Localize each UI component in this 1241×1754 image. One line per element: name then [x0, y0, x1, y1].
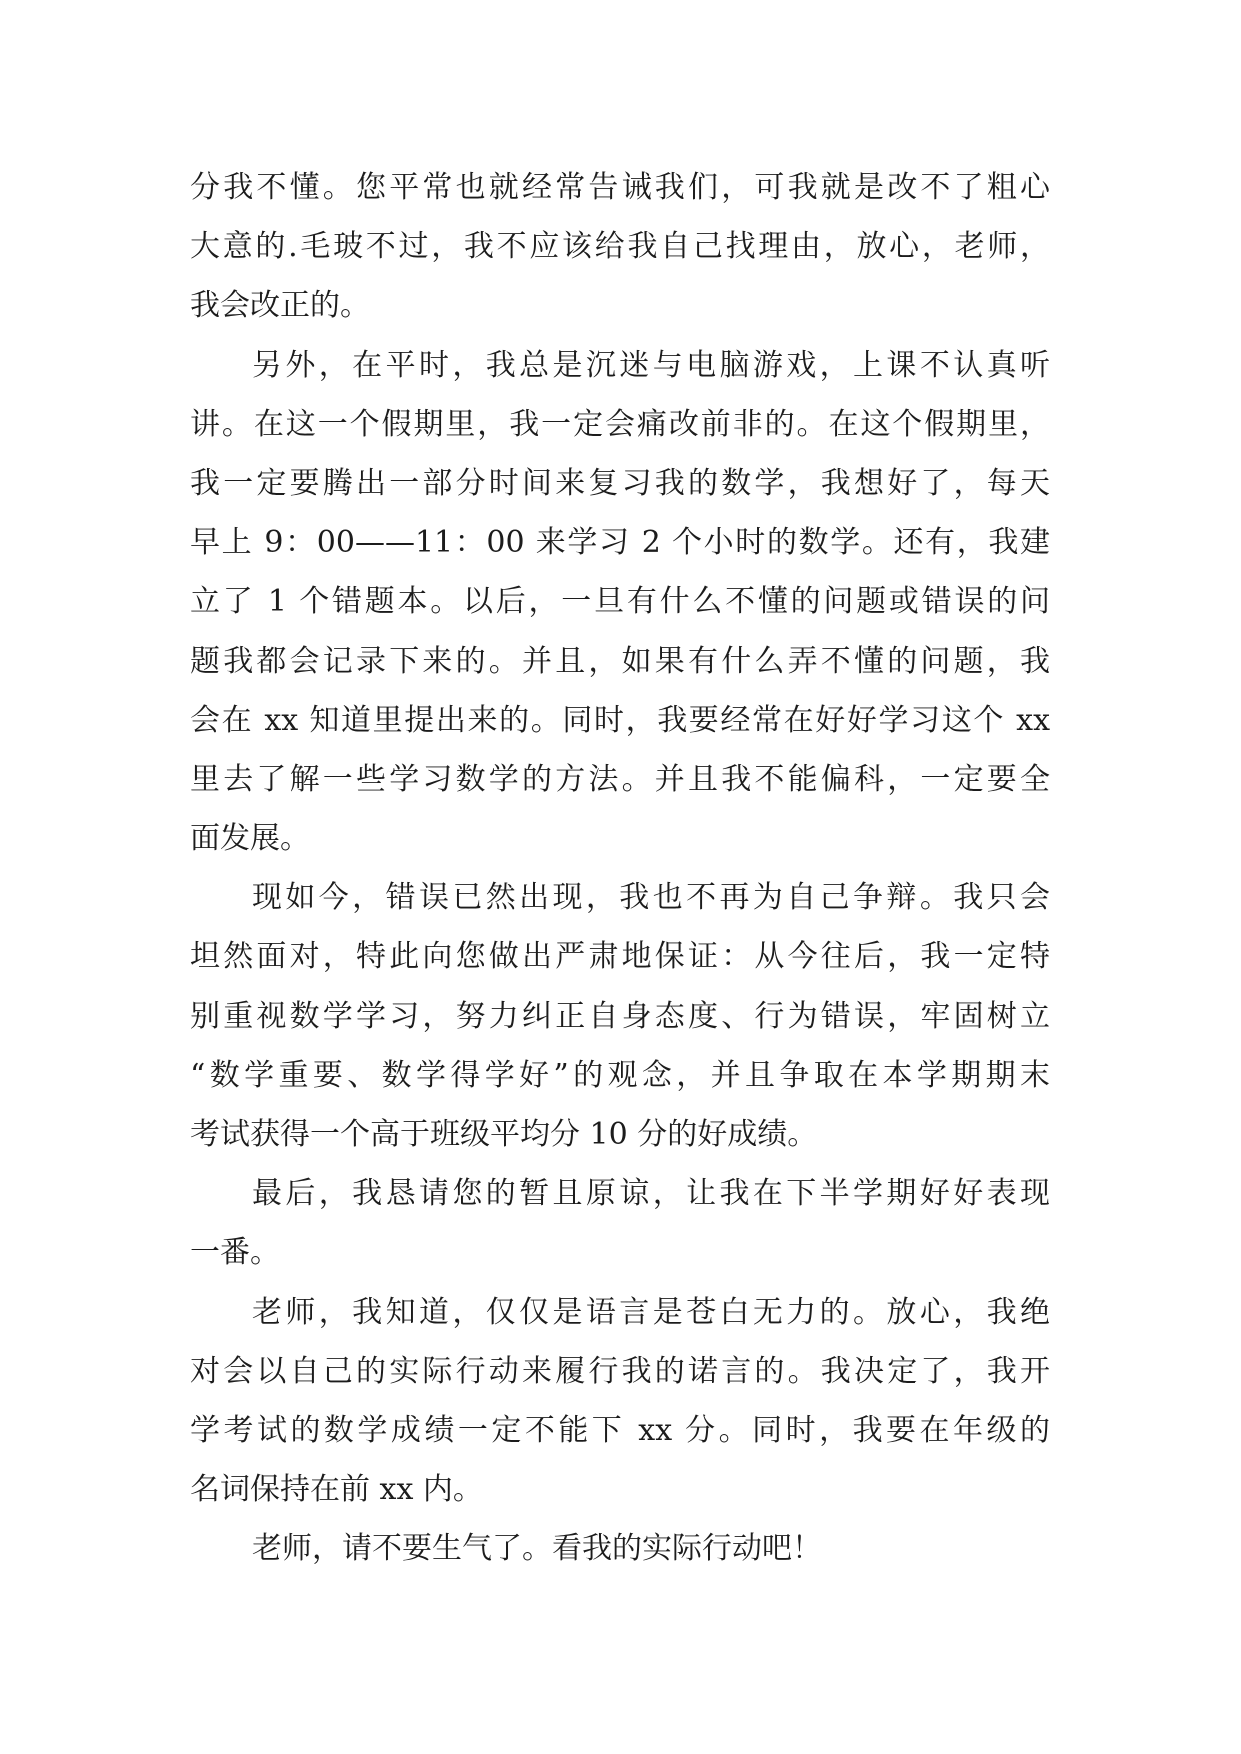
paragraph-line: 最后，我恳请您的暂且原谅，让我在下半学期好好表现	[252, 1176, 1050, 1212]
paragraph-line: 大意的.毛玻不过，我不应该给我自己找理由，放心，老师，	[190, 229, 1050, 265]
paragraph-line: 一番。	[190, 1235, 280, 1271]
paragraph-line: 里去了解一些学习数学的方法。并且我不能偏科，一定要全	[190, 761, 1050, 797]
paragraph-line: 题我都会记录下来的。并且，如果有什么弄不懂的问题，我	[190, 643, 1050, 679]
paragraph-line: 另外，在平时，我总是沉迷与电脑游戏，上课不认真听	[252, 347, 1050, 383]
paragraph-line: 坦然面对，特此向您做出严肃地保证：从今往后，我一定特	[190, 939, 1050, 975]
paragraph-line: 我会改正的。	[190, 288, 370, 324]
paragraph-line: 现如今，错误已然出现，我也不再为自己争辩。我只会	[252, 880, 1050, 916]
paragraph-line: 分我不懂。您平常也就经常告诫我们，可我就是改不了粗心	[190, 170, 1050, 205]
paragraph-line: 早上 9：00——11：00 来学习 2 个小时的数学。还有，我建	[190, 525, 1050, 561]
paragraph-line: 考试获得一个高于班级平均分 10 分的好成绩。	[190, 1117, 818, 1152]
paragraph-line: 别重视数学学习，努力纠正自身态度、行为错误，牢固树立	[190, 998, 1050, 1034]
paragraph-line: 学考试的数学成绩一定不能下 xx 分。同时，我要在年级的	[190, 1412, 1050, 1448]
paragraph-line: 对会以自己的实际行动来履行我的诺言的。我决定了，我开	[190, 1353, 1050, 1389]
paragraph-line: 我一定要腾出一部分时间来复习我的数学，我想好了，每天	[190, 465, 1050, 501]
paragraph-line: 立了 1 个错题本。以后，一旦有什么不懂的问题或错误的问	[190, 584, 1050, 620]
paragraph-line: “数学重要、数学得学好”的观念，并且争取在本学期期末	[190, 1057, 1050, 1093]
paragraph-line: 老师，我知道，仅仅是语言是苍白无力的。放心，我绝	[252, 1294, 1050, 1330]
paragraph-line: 会在 xx 知道里提出来的。同时，我要经常在好好学习这个 xx	[190, 702, 1050, 738]
paragraph-line: 老师，请不要生气了。看我的实际行动吧！	[252, 1531, 822, 1567]
paragraph-line: 名词保持在前 xx 内。	[190, 1472, 483, 1508]
paragraph-line: 讲。在这一个假期里，我一定会痛改前非的。在这个假期里，	[190, 406, 1050, 442]
document-body	[190, 158, 1050, 1579]
paragraph-line: 面发展。	[190, 821, 310, 857]
